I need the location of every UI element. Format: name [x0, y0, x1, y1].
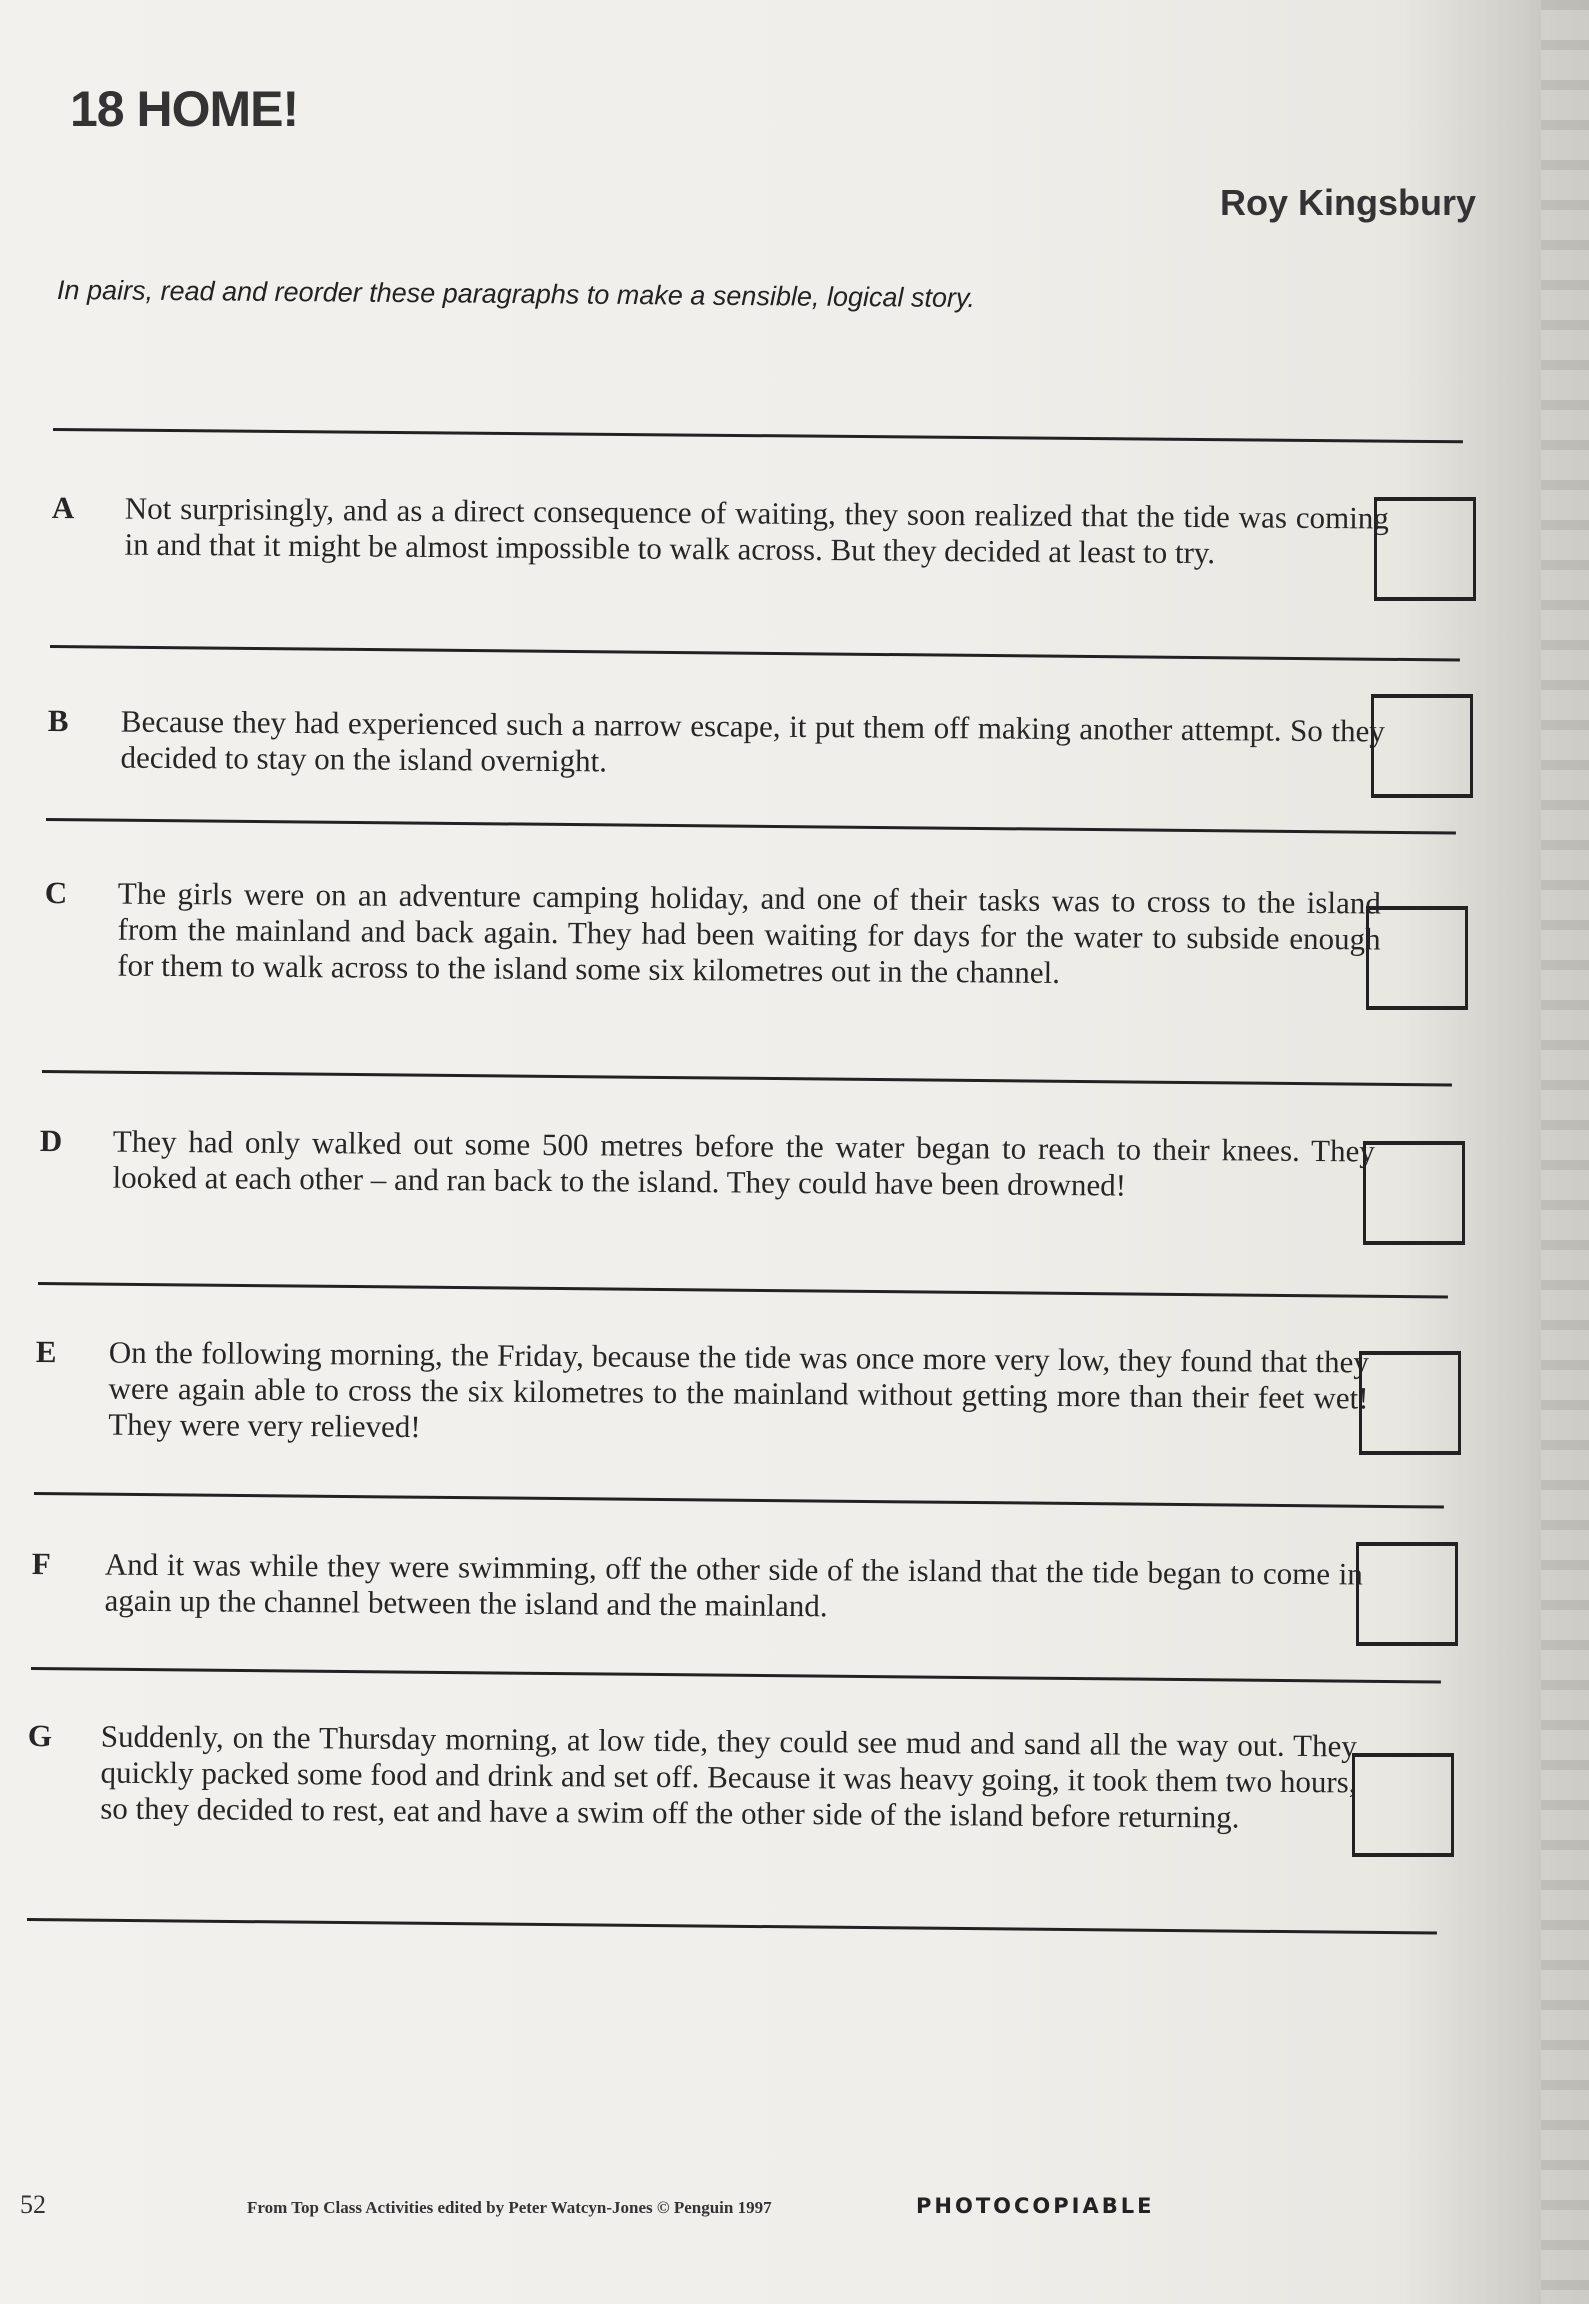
paragraph-letter: A — [51, 490, 75, 526]
binding-edge — [1541, 0, 1589, 2304]
paragraph-e — [35, 1334, 1369, 1452]
order-answer-box-c[interactable] — [1366, 906, 1468, 1010]
paragraph-b — [47, 703, 1385, 785]
paragraph-text: Suddenly, on the Thursday morning, at low tide, they could see mud and sand all the way out. They quickly packed some food and drink and set off. Because it was heavy going, it took them two hours, so they decided to rest, eat and have a swim off the other side of the island before returning. — [100, 1718, 1357, 1835]
paragraph-letter: G — [27, 1718, 53, 1754]
paragraph-text: On the following morning, the Friday, because the tide was once more very low, they found that they were again able to cross the six kilometres to the mainland without getting more than their feet wet! They were very relieved! — [108, 1334, 1369, 1445]
divider — [42, 1070, 1452, 1087]
paragraph-f — [31, 1546, 1363, 1628]
order-answer-box-a[interactable] — [1374, 497, 1476, 601]
paragraph-letter: D — [39, 1123, 63, 1159]
divider — [46, 818, 1456, 835]
paragraph-letter: C — [44, 875, 68, 911]
paragraph-text: The girls were on an adventure camping holiday, and one of their tasks was to cross to the island from the mainland and back again. They had been waiting for days for the water to subside enough for them to walk across to the island some six kilometres out in the channel. — [117, 875, 1381, 990]
paragraph-letter: E — [35, 1334, 57, 1370]
paragraph-g — [27, 1718, 1357, 1836]
paragraph-c — [44, 875, 1381, 993]
order-answer-box-e[interactable] — [1359, 1351, 1461, 1455]
order-answer-box-d[interactable] — [1363, 1141, 1465, 1245]
author-name: Roy Kingsbury — [1219, 182, 1476, 223]
paragraph-letter: F — [31, 1546, 51, 1582]
order-answer-box-b[interactable] — [1371, 694, 1473, 798]
order-answer-box-f[interactable] — [1356, 1542, 1458, 1646]
paragraph-letter: B — [47, 703, 69, 739]
divider — [27, 1918, 1437, 1935]
divider — [34, 1492, 1444, 1509]
order-answer-box-g[interactable] — [1352, 1753, 1454, 1857]
divider — [38, 1282, 1448, 1299]
divider — [53, 428, 1463, 443]
paragraph-text: They had only walked out some 500 metres before the water began to reach to their knees. They looked at each other – and ran back to the island. They could have been drowned! — [112, 1123, 1375, 1203]
photocopiable-label: PHOTOCOPIABLE — [916, 2194, 1155, 2218]
paragraph-a — [51, 490, 1389, 572]
paragraph-text: Not surprisingly, and as a direct consequence of waiting, they soon realized that the tide was coming in and that it might be almost impossible to walk across. But they decided at least to try. — [124, 490, 1389, 571]
source-credit: From Top Class Activities edited by Peter Watcyn-Jones © Penguin 1997 — [247, 2198, 772, 2217]
page-title: 18 HOME! — [70, 81, 299, 137]
paragraph-d — [39, 1123, 1375, 1205]
divider — [31, 1667, 1441, 1684]
divider — [50, 645, 1460, 662]
paragraph-text: Because they had experienced such a narrow escape, it put them off making another attempt. So they decided to stay on the island overnight. — [120, 703, 1385, 779]
instruction-text: In pairs, read and reorder these paragraphs to make a sensible, logical story. — [56, 275, 976, 314]
page-number: 52 — [20, 2190, 46, 2219]
paragraph-text: And it was while they were swimming, off the other side of the island that the tide began to come in again up the channel between the island and the mainland. — [104, 1546, 1363, 1624]
